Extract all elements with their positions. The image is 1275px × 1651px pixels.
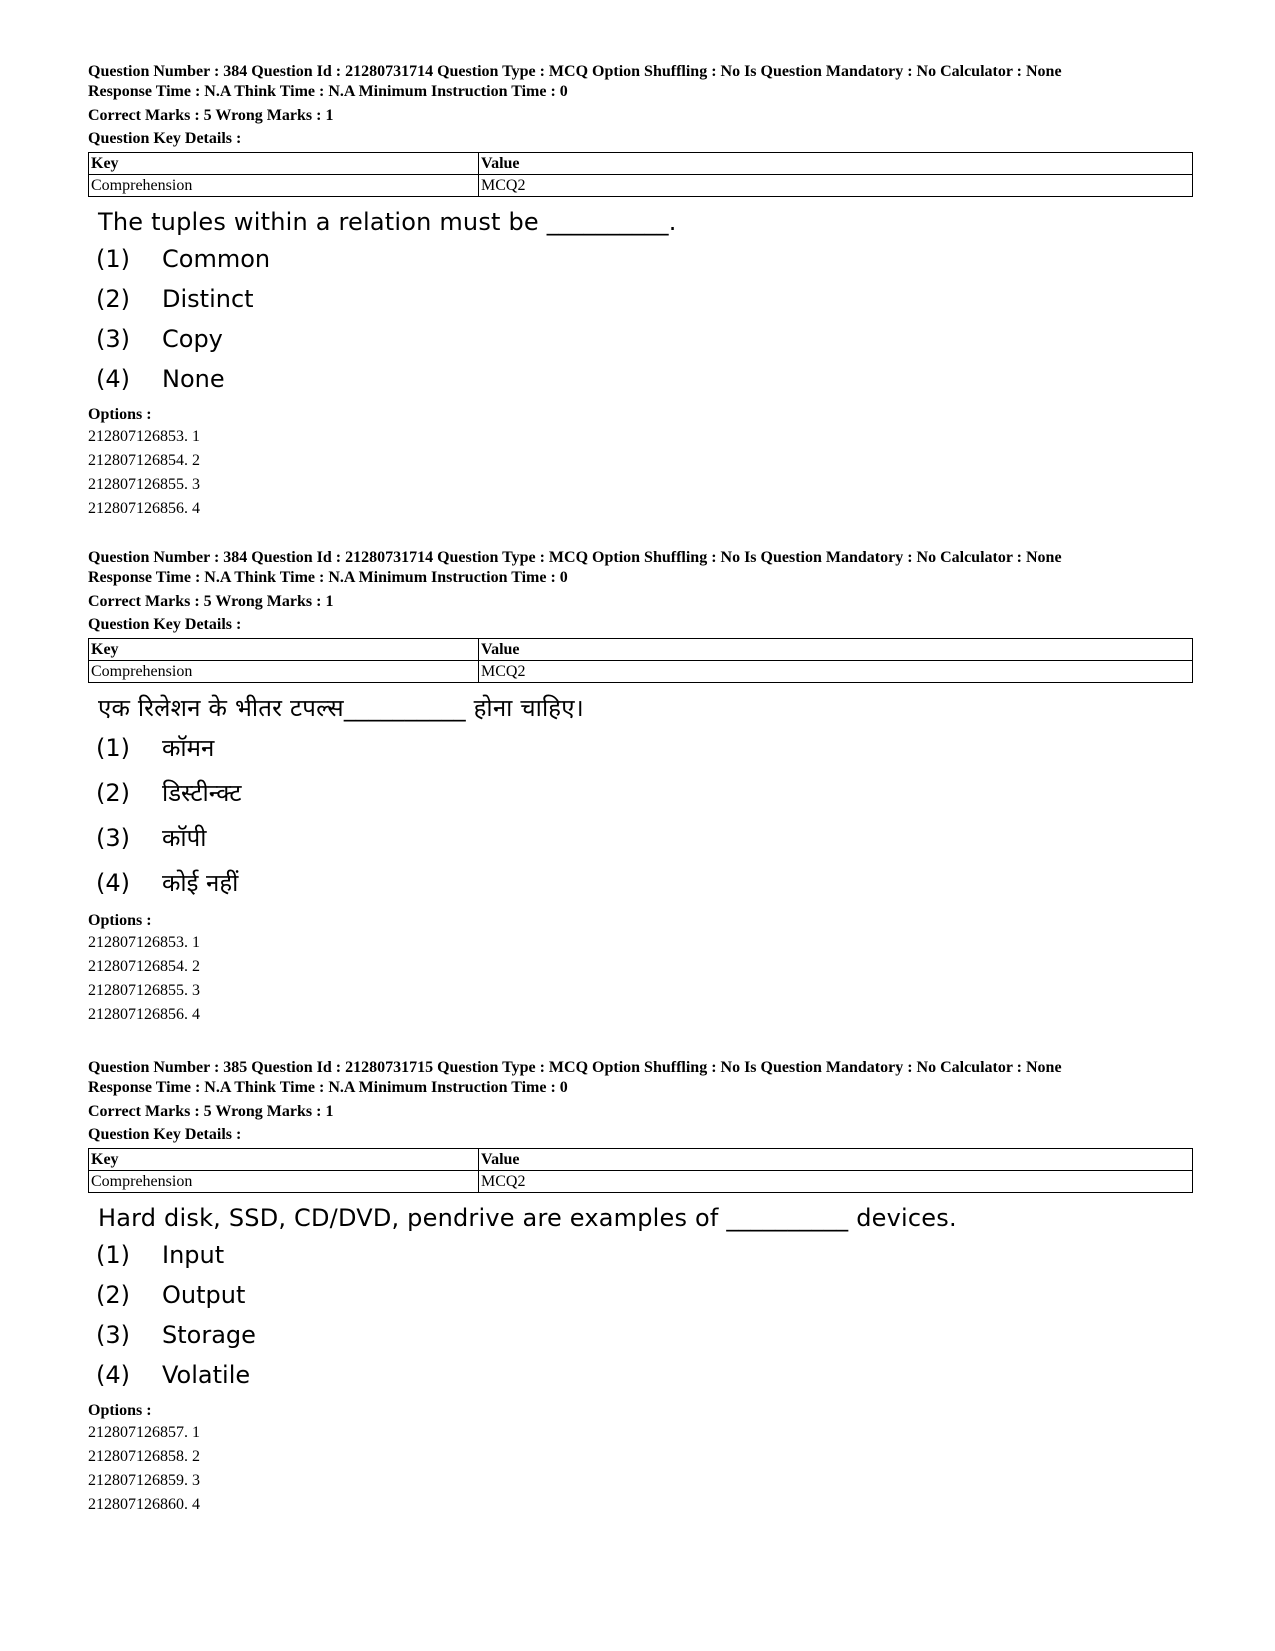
question-meta (88, 1058, 1193, 1122)
choice-number: (3) (96, 1321, 130, 1349)
choice-item (96, 770, 1193, 815)
choice-list (96, 239, 1193, 399)
marks-line: Correct Marks : 5 Wrong Marks : 1 (88, 593, 334, 610)
question-block-3 (88, 1058, 1193, 1517)
choice-list (96, 1235, 1193, 1395)
value-cell: MCQ2 (479, 661, 1193, 683)
option-id: 212807126858. 2 (88, 1448, 200, 1465)
option-id-list (88, 1421, 1193, 1517)
option-id: 212807126853. 1 (88, 428, 200, 445)
choice-number: (1) (96, 1241, 130, 1269)
choice-text: कॉमन (162, 734, 215, 762)
option-id: 212807126859. 3 (88, 1472, 200, 1489)
choice-number: (4) (96, 1361, 130, 1389)
key-details-label: Question Key Details : (88, 1126, 242, 1143)
question-text: Hard disk, SSD, CD/DVD, pendrive are examples of __________ devices. (98, 1204, 957, 1232)
marks-line: Correct Marks : 5 Wrong Marks : 1 (88, 107, 334, 124)
choice-text: Common (162, 245, 271, 273)
choice-list (96, 725, 1193, 905)
choice-item (96, 1275, 1193, 1315)
choice-item (96, 815, 1193, 860)
choice-item (96, 239, 1193, 279)
choice-text: Storage (162, 1321, 256, 1349)
choice-text: Input (162, 1241, 225, 1269)
choice-text: कोई नहीं (162, 869, 239, 897)
meta-line-1: Question Number : 384 Question Id : 21280731714 Question Type : MCQ Option Shuffling : No Is Question Mandatory : No Calculator : None (88, 549, 1062, 566)
choice-number: (1) (96, 733, 130, 762)
meta-line-2: Response Time : N.A Think Time : N.A Minimum Instruction Time : 0 (88, 83, 568, 100)
choice-item (96, 359, 1193, 399)
value-header: Value (479, 153, 1193, 175)
key-header: Key (89, 1149, 479, 1171)
key-details-table (88, 1148, 1193, 1193)
choice-item (96, 725, 1193, 770)
value-cell: MCQ2 (479, 175, 1193, 197)
option-id: 212807126853. 1 (88, 934, 200, 951)
value-header: Value (479, 1149, 1193, 1171)
option-id: 212807126854. 2 (88, 452, 200, 469)
option-id-list (88, 931, 1193, 1027)
choice-text: Distinct (162, 285, 254, 313)
choice-item (96, 279, 1193, 319)
option-id: 212807126856. 4 (88, 1006, 200, 1023)
question-block-2 (88, 548, 1193, 1027)
option-id: 212807126860. 4 (88, 1496, 200, 1513)
choice-item (96, 1355, 1193, 1395)
option-id-list (88, 425, 1193, 521)
value-cell: MCQ2 (479, 1171, 1193, 1193)
choice-number: (1) (96, 245, 130, 273)
choice-text: डिस्टीन्क्ट (162, 779, 242, 807)
choice-number: (3) (96, 823, 130, 852)
meta-line-1: Question Number : 385 Question Id : 21280731715 Question Type : MCQ Option Shuffling : No Is Question Mandatory : No Calculator : None (88, 1059, 1062, 1076)
choice-item (96, 860, 1193, 905)
choice-text: Copy (162, 325, 223, 353)
meta-line-1: Question Number : 384 Question Id : 21280731714 Question Type : MCQ Option Shuffling : No Is Question Mandatory : No Calculator : None (88, 63, 1062, 80)
option-id: 212807126857. 1 (88, 1424, 200, 1441)
marks-line: Correct Marks : 5 Wrong Marks : 1 (88, 1103, 334, 1120)
question-meta (88, 62, 1193, 126)
choice-text: None (162, 365, 225, 393)
meta-line-2: Response Time : N.A Think Time : N.A Minimum Instruction Time : 0 (88, 569, 568, 586)
choice-text: कॉपी (162, 824, 207, 852)
choice-item (96, 1315, 1193, 1355)
choice-number: (3) (96, 325, 130, 353)
choice-number: (4) (96, 868, 130, 897)
options-label: Options : (88, 1402, 152, 1419)
choice-text: Volatile (162, 1361, 251, 1389)
key-details-table (88, 638, 1193, 683)
question-text: एक रिलेशन के भीतर टपल्स__________ होना चाहिए। (98, 694, 584, 722)
option-id: 212807126856. 4 (88, 500, 200, 517)
question-text: The tuples within a relation must be __________. (98, 208, 677, 236)
meta-line-2: Response Time : N.A Think Time : N.A Minimum Instruction Time : 0 (88, 1079, 568, 1096)
choice-number: (4) (96, 365, 130, 393)
options-label: Options : (88, 912, 152, 929)
choice-number: (2) (96, 1281, 130, 1309)
question-block-1 (88, 62, 1193, 521)
key-details-label: Question Key Details : (88, 616, 242, 633)
key-header: Key (89, 639, 479, 661)
choice-number: (2) (96, 285, 130, 313)
option-id: 212807126855. 3 (88, 476, 200, 493)
key-cell: Comprehension (89, 1171, 479, 1193)
options-label: Options : (88, 406, 152, 423)
option-id: 212807126855. 3 (88, 982, 200, 999)
value-header: Value (479, 639, 1193, 661)
question-meta (88, 548, 1193, 612)
key-cell: Comprehension (89, 661, 479, 683)
key-header: Key (89, 153, 479, 175)
choice-item (96, 319, 1193, 359)
key-details-label: Question Key Details : (88, 130, 242, 147)
choice-number: (2) (96, 778, 130, 807)
key-cell: Comprehension (89, 175, 479, 197)
choice-text: Output (162, 1281, 246, 1309)
option-id: 212807126854. 2 (88, 958, 200, 975)
key-details-table (88, 152, 1193, 197)
choice-item (96, 1235, 1193, 1275)
